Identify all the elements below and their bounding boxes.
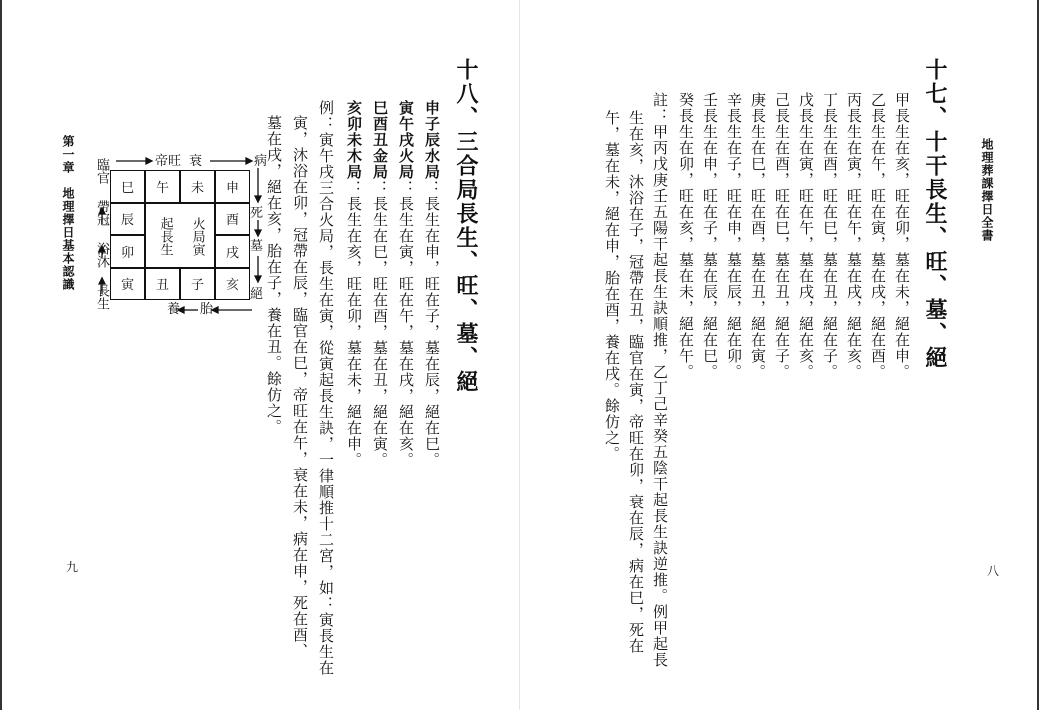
cell-shen: 申 [215, 170, 250, 203]
example-line-1: 例：寅午戌三合火局，長生在寅，從寅起長生訣，一律順推十二宮，如：寅長生在 [317, 100, 335, 676]
stem-line-xin: 辛長生在子，旺在申，墓在辰，絕在卯。 [725, 92, 743, 380]
stem-line-wu: 戊長生在寅，旺在午，墓在戌，絕在亥。 [797, 92, 815, 380]
label-linguan: 臨官 [94, 158, 109, 184]
cell-chou: 丑 [145, 268, 180, 301]
section-heading-18: 十八、三合局長生、旺、墓、絕 [453, 58, 479, 394]
section-heading-17: 十七、十干長生、旺、墓、絕 [922, 58, 948, 370]
bureau-line-metal [372, 100, 387, 468]
page-number-right: 八 [987, 564, 1000, 578]
stem-line-bing: 丙長生在寅，旺在午，墓在戌，絕在亥。 [845, 92, 863, 380]
bureau-text: ：長生在亥，旺在卯，墓在未，絕在申。 [345, 180, 363, 468]
cell-si: 巳 [110, 170, 145, 203]
cell-wu: 午 [145, 170, 180, 203]
bureau-label: 巳酉丑金局 [371, 100, 389, 180]
center-fire-bureau: 火局寅 [189, 216, 205, 256]
note-line-1: 註：甲丙戊庚壬五陽干起長生訣順推，乙丁己辛癸五陰干起長生訣逆推。例甲起長 [651, 92, 669, 668]
cell-you: 酉 [215, 203, 250, 236]
cell-hai: 亥 [215, 268, 250, 301]
cell-zi: 子 [180, 268, 215, 301]
cell-mao: 卯 [110, 235, 145, 268]
stem-line-geng: 庚長生在巳，旺在酉，墓在丑，絕在寅。 [749, 92, 767, 380]
label-guandai: 帶冠 [94, 200, 109, 226]
label-shuai: 衰 [189, 154, 203, 169]
stem-line-ji: 己長生在酉，旺在巳，墓在丑，絕在子。 [773, 92, 791, 380]
note-line-3: 午，墓在未，絕在申，胎在酉，養在戌。餘仿之。 [603, 110, 621, 462]
page-number-left: 九 [66, 560, 79, 574]
example-line-3: 墓在戌，絕在亥，胎在子，養在丑。餘仿之。 [265, 115, 283, 435]
left-page [0, 0, 519, 710]
bureau-text: ：長生在申，旺在子，墓在辰，絕在巳。 [423, 180, 441, 468]
bureau-label: 亥卯未木局 [345, 100, 363, 180]
bureau-label: 申子辰水局 [423, 100, 441, 180]
bureau-label: 寅午戌火局 [397, 100, 415, 180]
center-start-changsheng: 起長生 [157, 216, 173, 256]
label-mu: 墓 [250, 239, 264, 254]
label-jue: 絕 [250, 287, 264, 302]
stem-line-yi: 乙長生在午，旺在寅，墓在戌，絕在酉。 [869, 92, 887, 380]
bureau-text: ：長生在寅，旺在午，墓在戌，絕在亥。 [397, 180, 415, 468]
example-line-2: 寅，沐浴在卯，冠帶在辰，臨官在巳，帝旺在午，衰在未，病在申，死在酉、 [291, 115, 309, 659]
label-tai: 胎 [200, 302, 214, 317]
bureau-line-water [424, 100, 439, 468]
label-diwang: 帝旺 [155, 154, 182, 169]
cell-yin: 寅 [110, 268, 145, 301]
label-bing: 病 [254, 154, 268, 169]
stem-line-gui: 癸長生在卯，旺在亥，墓在未，絕在午。 [677, 92, 695, 380]
label-yang: 養 [167, 302, 181, 317]
cell-xu: 戌 [215, 235, 250, 268]
bureau-line-fire [398, 100, 413, 468]
label-si: 死 [250, 206, 264, 221]
label-muyu: 浴沐 [94, 242, 109, 268]
running-header-right: 地理葬課擇日全書 [980, 138, 994, 242]
label-changsheng: 長生 [94, 284, 109, 310]
running-header-left: 第一章 地理擇日基本認識 [61, 135, 75, 291]
bureau-text: ：長生在巳，旺在酉，墓在丑，絕在寅。 [371, 180, 389, 468]
stem-line-ding: 丁長生在酉，旺在巳，墓在丑，絕在子。 [821, 92, 839, 380]
bureau-line-wood [346, 100, 361, 468]
stem-line-ren: 壬長生在申，旺在子，墓在辰，絕在巳。 [701, 92, 719, 380]
note-line-2: 生在亥，沐浴在子，冠帶在丑，臨官在寅，帝旺在卯，衰在辰，病在巳，死在 [627, 110, 645, 654]
right-page [519, 0, 1038, 710]
stem-line-jia: 甲長生在亥，旺在卯，墓在未，絕在申。 [893, 92, 911, 380]
cell-wei: 未 [180, 170, 215, 203]
cell-chen: 辰 [110, 203, 145, 236]
